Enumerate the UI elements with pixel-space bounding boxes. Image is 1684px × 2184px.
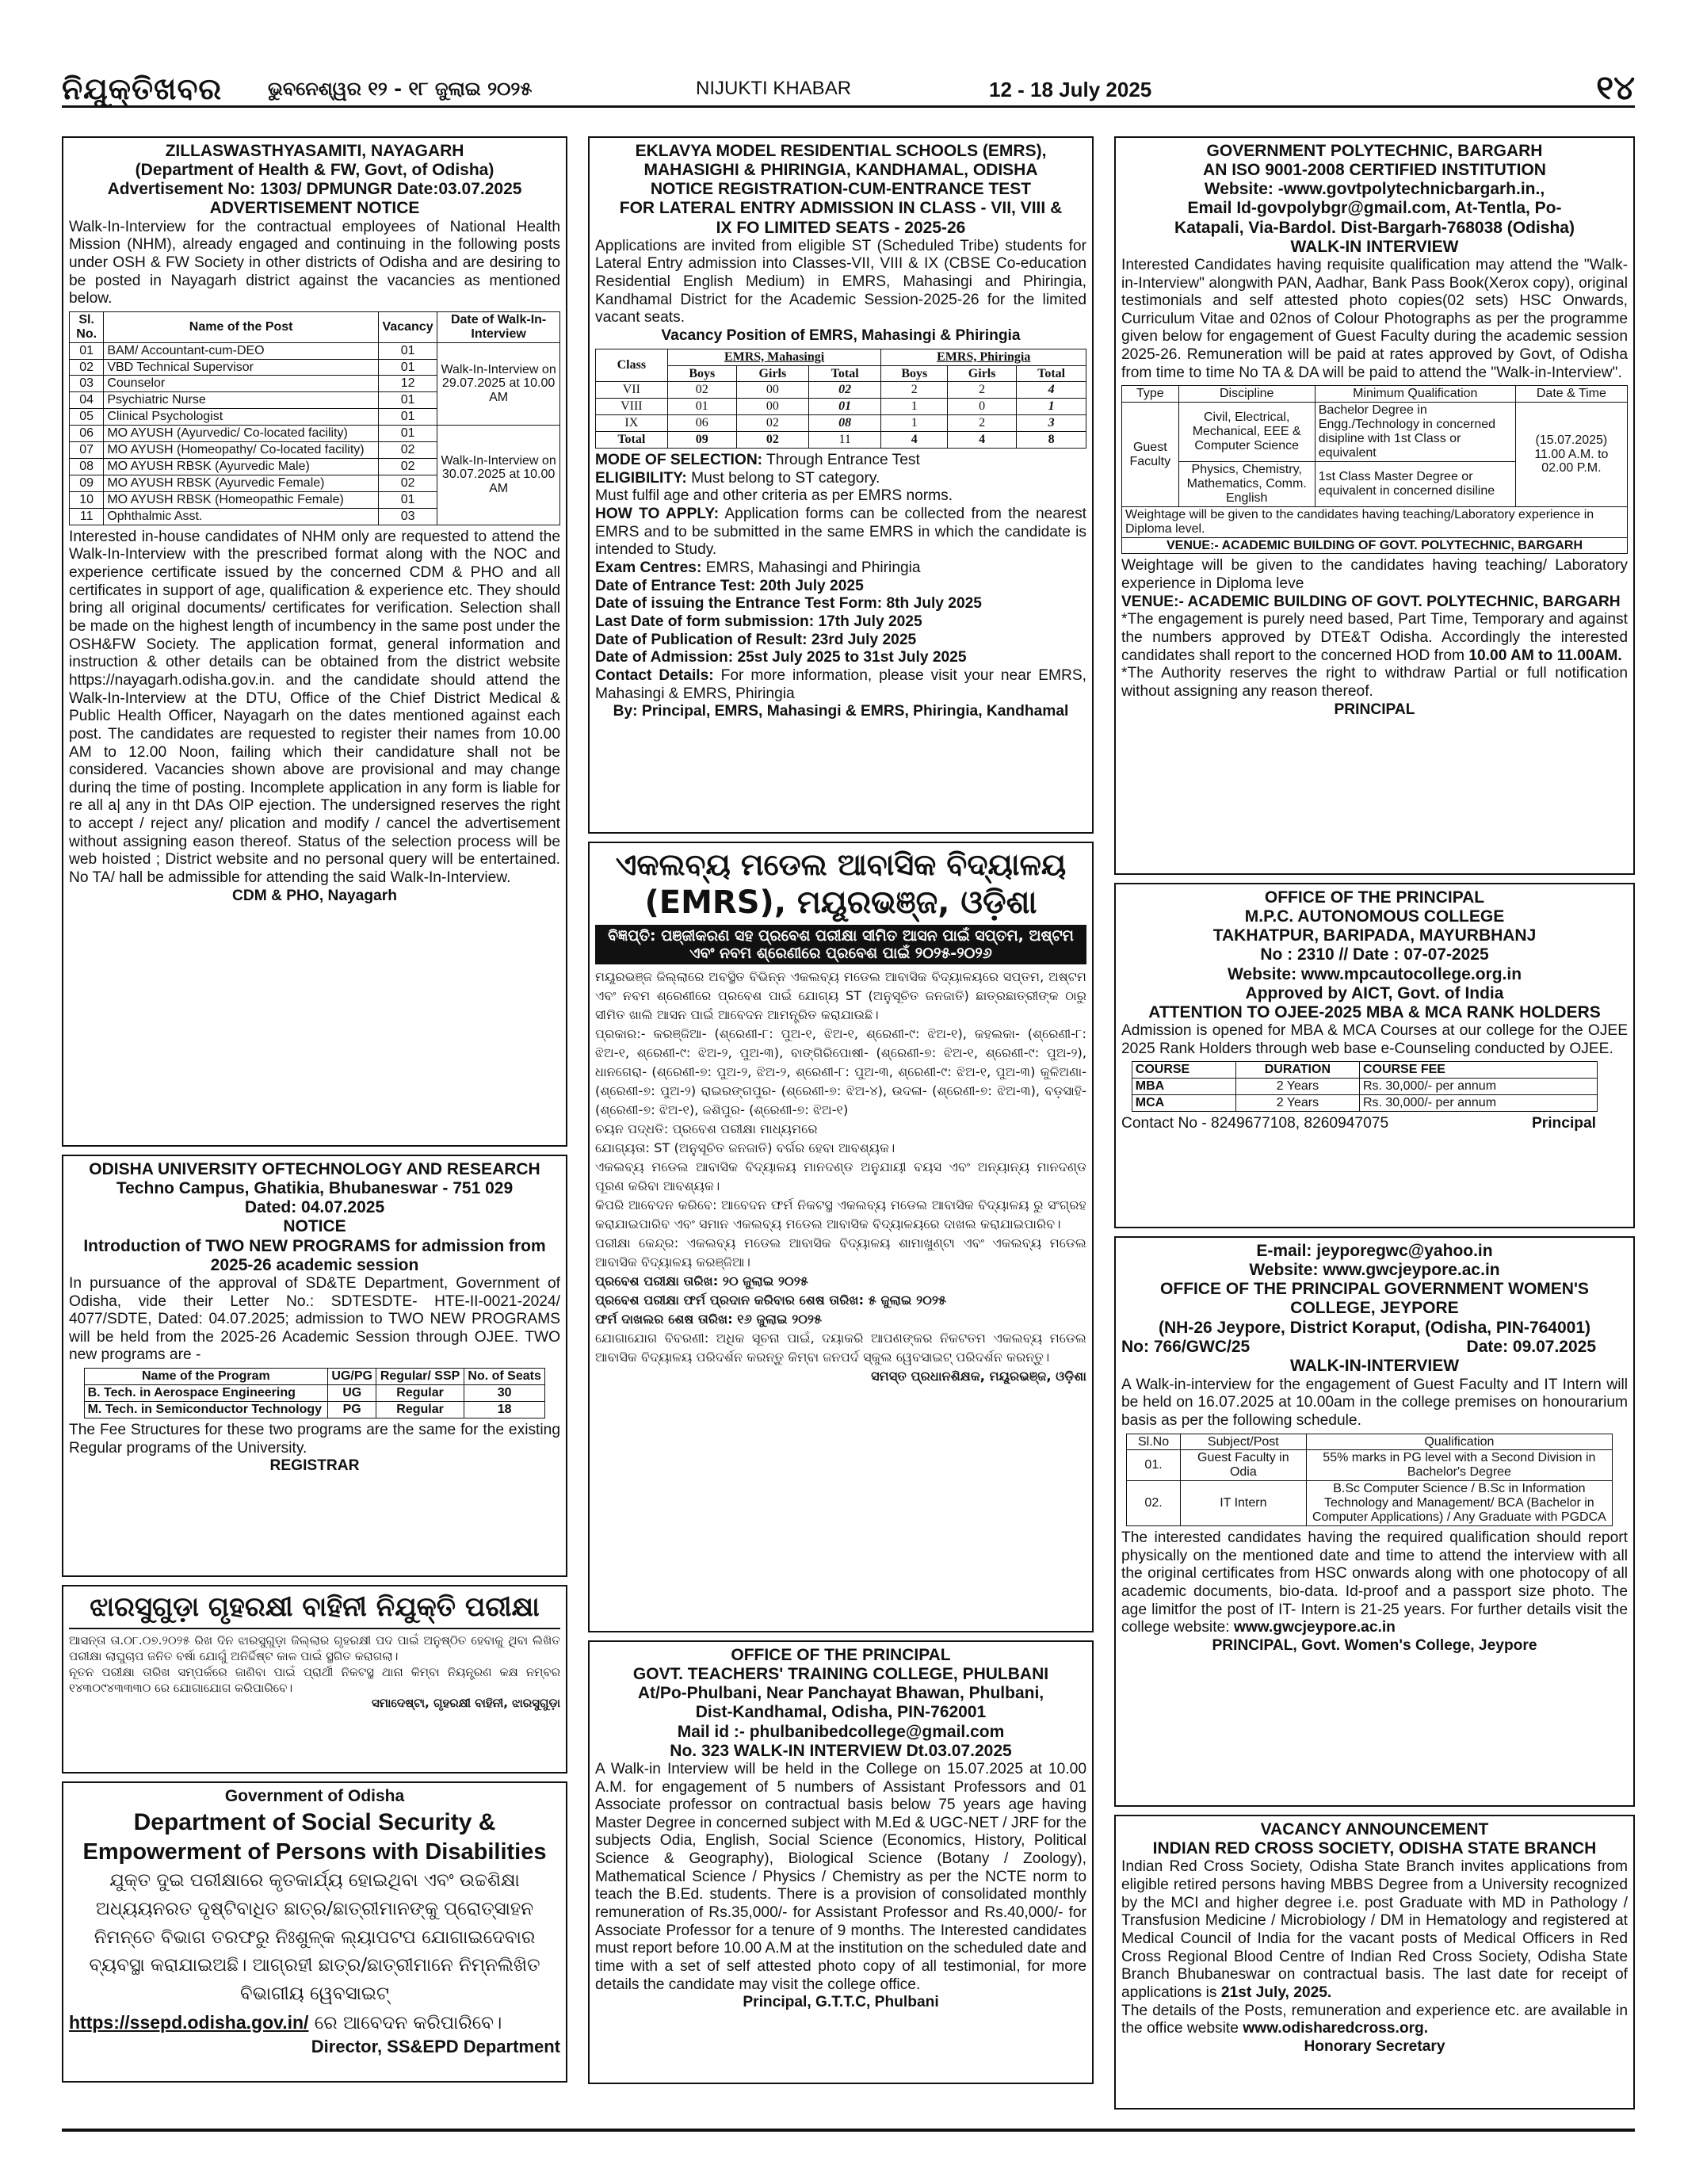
ad-body	[1121, 1858, 1628, 2002]
ad-signature: REGISTRAR	[269, 1457, 360, 1475]
english-paper-name: NIJUKTI KHABAR	[696, 78, 852, 99]
cell-date: Walk-In-Interview on 30.07.2025 at 10.00 AM	[437, 426, 560, 525]
cell: Counselor	[104, 376, 379, 392]
left-column	[62, 136, 567, 2090]
ad-para: ଏକଲବ୍ୟ ମଡେଲ ଆବାସିକ ବିଦ୍ୟାଳୟ ମାନଦଣ୍ଡ ଅନୁଯାୟୀ ବୟସ ଏବଂ ଅନ୍ୟାନ୍ୟ ମାନଦଣ୍ଡ ପୂରଣ କରିବା ଆବଶ୍ୟକ।	[595, 1159, 1086, 1194]
website-link[interactable]: www.odisharedcross.org.	[1243, 2020, 1429, 2037]
cell: 04	[70, 392, 104, 409]
ad-ref-number: No: 766/GWC/25	[1121, 1337, 1251, 1356]
ad-body: ଯୁକ୍ତ ଦୁଇ ପରୀକ୍ଷାରେ କୃତକାର୍ଯ୍ୟ ହୋଇଥିବା ଏବଂ ଉଚ୍ଚଶିକ୍ଷା ଅଧ୍ୟୟନରତ ଦୃଷ୍ଟିବାଧିତ ଛାତ୍ର/ଛାତ୍ରୀମାନଙ୍କୁ ପ୍ରୋତ୍ସାହନ ନିମନ୍ତେ ବିଭାଗ ତରଫରୁ ନିଃଶୁଳ୍କ ଲ୍ୟାପଟପ ଯୋଗାଇଦେବାର ବ୍ୟବସ୍ଥା କରାଯାଇଅଛି। ଆଗ୍ରହୀ ଛାତ୍ର/ଛାତ୍ରୀମାନେ ନିମ୍ନଲିଖିତ ବିଭାଗୀୟ ୱେବସାଇଟ୍	[89, 1870, 540, 2005]
label: Exam Centres:	[595, 559, 702, 577]
ad-body	[1121, 1529, 1628, 1637]
cell: MBA	[1132, 1079, 1235, 1095]
contact-numbers: Contact No - 8249677108, 8260947075	[1121, 1115, 1389, 1132]
ad-date-line: Date of Admission: 25st July 2025 to 31st July 2025	[595, 649, 967, 666]
ad-website: Website: www.mpcautocollege.org.in	[1227, 964, 1522, 983]
ad-signature: PRINCIPAL	[1334, 701, 1415, 718]
cell: IX	[596, 415, 668, 432]
ad-para: ଚୟନ ପଦ୍ଧତି: ପ୍ରବେଶ ପରୀକ୍ଷା ମାଧ୍ୟମରେ	[595, 1121, 818, 1137]
ad-heading: WALK-IN INTERVIEW	[1290, 237, 1459, 256]
ad-title: ଝାରସୁଗୁଡ଼ା ଗୃହରକ୍ଷୀ ବାହିନୀ ନିଯୁକ୍ତି ପରୀକ୍ଷା	[69, 1590, 560, 1629]
ad-headline: ATTENTION TO OJEE-2025 MBA & MCA RANK HOLDERS	[1148, 1002, 1601, 1021]
ad-para: ପ୍ରକାର:- କରଞ୍ଜିଆ- (ଶ୍ରେଣୀ-୮: ପୁଅ-୧, ଝିଅ-୧, ଶ୍ରେଣୀ-୯: ଝିଅ-୧), କହଲକା- (ଶ୍ରେଣୀ-୮: ଝିଅ-୧, ଶ୍ରେଣୀ-୯: ଝିଅ-୨, ପୁଅ-୩), ବାଙ୍ଗିରିପୋଷୀ- (ଶ୍ରେଣୀ-୭: ଝିଅ-୧, ଶ୍ରେଣୀ-୯: ପୁଅ-୨), ଧାନଗେରା- (ଶ୍ରେଣୀ-୭: ପୁଅ-୨, ଝିଅ-୨, ଶ୍ରେଣୀ-୮: ପୁଅ-୩, ଶ୍ରେଣୀ-୯: ଝିଅ-୧, ପୁଅ-୩) କୁଳିଅଣା- (ଶ୍ରେଣୀ-୭: ପୁଅ-୨) ରାଇରଙ୍ଗପୁର- (ଶ୍ରେଣୀ-୭: ଝିଅ-୪), ଉଦଳା- (ଶ୍ରେଣୀ-୭: ଝିଅ-୩), ବଡ଼ସାହି- (ଶ୍ରେଣୀ-୭: ଝିଅ-୧), ଜଶିପୁର- (ଶ୍ରେଣୀ-୭: ଝିଅ-୧)	[595, 1026, 1086, 1118]
cell: Psychiatric Nurse	[104, 392, 379, 409]
label: HOW TO APPLY:	[595, 506, 720, 523]
ad-footer: The Fee Structures for these two programs are the same for the existing Regular programs of the University.	[69, 1421, 560, 1457]
cell: 12	[378, 376, 437, 392]
cell: 2	[948, 415, 1017, 432]
cell: 11	[70, 508, 104, 525]
ad-body: In pursuance of the approval of SD&TE Department, Government of Odisha, vide their Letter No.: SDTESDTE- HTE-II-0021-2024/ 4077/SDTE, Dated: 04.07.2025; admission to TWO NEW PROGRAMS will be held from the 2025-26 Academic Session through OJEE. TWO new programs are -	[69, 1274, 560, 1364]
ad-subtitle: (Department of Health & FW, Govt, of Odisha)	[135, 161, 495, 180]
ad-outr	[62, 1155, 567, 1577]
cell: 09	[70, 475, 104, 491]
cell: 1	[881, 415, 948, 432]
value: The details of the Posts, remuneration and experience etc. are available in the office website	[1121, 2002, 1628, 2037]
cell: 2 Years	[1235, 1079, 1359, 1095]
page-number: ୧୪	[1596, 68, 1635, 107]
ad-intro: Applications are invited from eligible ST (Scheduled Tribe) students for Lateral Entry admission into Classes-VII, VIII & IX (CBSE Co-education Residential English Medium) in EMRS, Mahasingi and Phiringia, Kandhamal District for the Academic Session-2025-26 for the limited vacant seats.	[595, 237, 1086, 326]
cell: UG	[328, 1385, 376, 1402]
ad-signature: Director, SS&EPD Department	[311, 2037, 560, 2057]
cell: 06	[70, 426, 104, 442]
ad-para: ପରୀକ୍ଷା କେନ୍ଦ୍ର: ଏକଲବ୍ୟ ମଡେଲ ଆବାସିକ ବିଦ୍ୟାଳୟ ଶାମାଖୁଣ୍ଟା ଏବଂ ଏକଲବ୍ୟ ମଡେଲ ଆବାସିକ ବିଦ୍ୟାଳୟ କରଞ୍ଜିଆ।	[595, 1235, 1086, 1270]
ad-venue: VENUE:- ACADEMIC BUILDING OF GOVT. POLYTECHNIC, BARGARH	[1121, 593, 1621, 610]
table-row	[1132, 1095, 1597, 1112]
cell: 08	[70, 459, 104, 475]
cell: Guest Faculty in Odia	[1180, 1450, 1306, 1481]
cell: 03	[70, 376, 104, 392]
cell: MO AYUSH RBSK (Homeopathic Female)	[104, 491, 379, 508]
header: Girls	[736, 365, 808, 382]
cell: 09	[667, 432, 736, 449]
cell: MO AYUSH RBSK (Ayurvedic Male)	[104, 459, 379, 475]
newspaper-logo: ନିଯୁକ୍ତିଖବର	[62, 71, 223, 106]
header-class: Class	[596, 349, 668, 382]
ad-headline: Introduction of TWO NEW PROGRAMS for admission from 2025-26 academic session	[83, 1236, 546, 1274]
ad-banner: ବିଜ୍ଞପ୍ତି: ପଞ୍ଜୀକରଣ ସହ ପ୍ରବେଶ ପରୀକ୍ଷା ସୀମିତ ଆସନ ପାଇଁ ସପ୍ତମ, ଅଷ୍ଟମ ଏବଂ ନବମ ଶ୍ରେଣୀରେ ପ୍ରବେଶ ପାଇଁ ୨୦୨୫-୨୦୨୬	[595, 925, 1086, 965]
cell: 1	[881, 399, 948, 415]
cell: 01	[378, 359, 437, 376]
ad-line	[595, 667, 1086, 703]
cell: 2	[881, 382, 948, 399]
header: Sl.No	[1127, 1434, 1180, 1450]
cell: 01	[808, 399, 881, 415]
cell: 01	[378, 491, 437, 508]
cell: 02.	[1127, 1481, 1180, 1526]
cell: MO AYUSH (Homeopathy/ Co-located facility)	[104, 442, 379, 459]
ad-signature: Principal	[1531, 1115, 1596, 1132]
cell: 01.	[1127, 1450, 1180, 1481]
cell: 02	[736, 432, 808, 449]
header: Girls	[948, 365, 1017, 382]
cell: 00	[736, 399, 808, 415]
post-table	[1126, 1434, 1612, 1526]
ad-date-line: Date of Entrance Test: 20th July 2025	[595, 577, 864, 594]
program-table	[84, 1368, 546, 1418]
ad-title: Government of Odisha	[224, 1787, 405, 1805]
ad-address: Katapali, Via-Bardol. Dist-Bargarh-768038 (Odisha)	[1174, 218, 1575, 237]
ad-notice-heading: NOTICE	[283, 1217, 346, 1236]
cell: Guest Faculty	[1122, 403, 1179, 506]
emrs-vacancy-table	[595, 349, 1086, 449]
header: Total	[1017, 365, 1086, 382]
website-link[interactable]: www.gwcjeypore.ac.in	[1233, 1619, 1396, 1636]
header: COURSE	[1132, 1062, 1235, 1079]
ad-email: Email Id-govpolybgr@gmail.com, At-Tentla, Po-	[1187, 199, 1562, 218]
cell: 2 Years	[1235, 1095, 1359, 1112]
ad-address: (NH-26 Jeypore, District Koraput, (Odisha, PIN-764001)	[1159, 1318, 1590, 1337]
ad-body: Interested in-house candidates of NHM only are requested to attend the Walk-In-Interview with the prescribed format along with the NOC and experience certificate issued by the concerned CDM & PHO and all certificates in support of age, qualification & experience etc. They should bring all original documents/ certificates for verification. Selection shall be made on the highest length of incumbency in the same post under the OSH&FW Society. The application format, general information and instruction & other details can be obtained from the district website https://nayagarh.odisha.gov.in. and the candidate should attend the Walk-In-Interview at the DTU, Office of the Chief District Medical & Public Health Officer, Nayagarh on the dates mentioned against each post. The candidates are requested to register their names from 10.00 AM to 12.00 Noon, failing which their candidature shall not be considered. Vacancies shown above are provisional and may change durinq the time of posting. Incomplete application in any form is liable for re all a| any in tht DAs OlP ejection. The undersigned reserves the right to accept / reject any/ plication and modify / cancel the advertisement without assigning eason thereof. Status of the selection process will be web hoisted ; District website and no personal query will be entertained. No TA/ hall be admissible for attending the said Walk-In-Interview.	[69, 528, 560, 887]
cell: 01	[667, 399, 736, 415]
cell: Civil, Electrical, Mechanical, EEE & Computer Science	[1178, 403, 1315, 462]
cell: B. Tech. in Aerospace Engineering	[84, 1385, 328, 1402]
cell: MO AYUSH RBSK (Ayurvedic Female)	[104, 475, 379, 491]
ad-title: OFFICE OF THE PRINCIPAL	[1264, 888, 1485, 907]
ad-jharsuguda	[62, 1585, 567, 1774]
ad-email: E-mail: jeyporegwc@yahoo.in	[1256, 1242, 1493, 1260]
ad-date: Dated: 04.07.2025	[244, 1198, 385, 1217]
cell: Total	[596, 432, 668, 449]
cell: 01	[378, 426, 437, 442]
ad-line	[1121, 611, 1628, 665]
cell: 07	[70, 442, 104, 459]
cell: 55% marks in PG level with a Second Division in Bachelor's Degree	[1306, 1450, 1612, 1481]
cell: 3	[1017, 415, 1086, 432]
ad-subtitle: Department of Social Security &	[133, 1808, 496, 1835]
cell: Regular	[376, 1385, 464, 1402]
ad-date-line: Date of Publication of Result: 23rd July 2025	[595, 631, 917, 648]
cell: MCA	[1132, 1095, 1235, 1112]
cell: PG	[328, 1401, 376, 1418]
header: DURATION	[1235, 1062, 1359, 1079]
ad-body: ଆସନ୍ତା ତା.୦୮.୦୭.୨୦୨୫ ରିଖ ଦିନ ଝାରସୁଗୁଡ଼ା ଜିଲ୍ଲାର ଗୃହରକ୍ଷୀ ପଦ ପାଇଁ ଅନୁଷ୍ଠିତ ହେବାକୁ ଥିବା ଲିଖିତ ପରୀକ୍ଷା ଲାଘୁଚାପ ଜନିତ ବର୍ଷା ଯୋଗୁଁ ଅନିର୍ଦ୍ଦିଷ୍ଟ କାଳ ପାଇଁ ସ୍ଥଗିତ କରାଗଲା।	[69, 1632, 560, 1663]
ad-website: Website: www.gwcjeypore.ac.in	[1249, 1261, 1500, 1280]
value: The interested candidates having the required qualification should report physically on the mentioned date and time to attend the interview with all the original certificates from HSC onwards along with one photocopy of all academic documents, bio-data. Id-proof and a passport size photo. The age limitfor the post of IT- Intern is 21-25 years. For further details visit the college website:	[1121, 1529, 1628, 1636]
ad-title: OFFICE OF THE PRINCIPAL GOVERNMENT WOMEN'S COLLEGE, JEYPORE	[1160, 1280, 1589, 1318]
cell: 02	[378, 475, 437, 491]
right-column	[1114, 136, 1635, 2117]
ad-subtitle: Techno Campus, Ghatikia, Bhubaneswar - 751 029	[116, 1179, 514, 1198]
ad-ssepd	[62, 1781, 567, 2083]
header-seats: No. of Seats	[464, 1369, 545, 1385]
ad-date-line: Date of issuing the Entrance Test Form: 8th July 2025	[595, 595, 982, 613]
ad-nayagarh	[62, 136, 567, 1147]
ad-address: Dist-Kandhamal, Odisha, PIN-762001	[695, 1703, 987, 1722]
header: Qualification	[1306, 1434, 1612, 1450]
ad-heading: WALK-IN-INTERVIEW	[1289, 1357, 1460, 1376]
ad-line	[595, 559, 1086, 578]
ad-number: Advertisement No: 1303/ DPMUNGR Date:03.07.2025	[107, 180, 522, 199]
ad-body: Interested Candidates having requisite qualification may attend the "Walk-in-Interview" alongwith PAN, Aadhar, Bank Pass Book(Xerox copy), original testimonials and self attested photo copies(02 sets) HSC Onwards, Curriculum Vitae and 02nos of Colour Photographs as per the programme given below for engagement of Guest Faculty during the academic session 2025-26. Remuneration will be paid at rates approved by Govt, of Odisha from time to time No TA & DA will be paid to attend the "Walk-in-Interview".	[1121, 256, 1628, 381]
cell: IT Intern	[1180, 1481, 1306, 1526]
cell: 03	[378, 508, 437, 525]
header: Discipline	[1178, 386, 1315, 403]
ad-body: Admission is opened for MBA & MCA Courses at our college for the OJEE 2025 Rank Holders through web base e-Counseling conducted by OJEE.	[1121, 1021, 1628, 1057]
ad-signature: Honorary Secretary	[1304, 2037, 1445, 2055]
value: Application forms can be collected from the nearest EMRS and to be submitted in the same EMRS in which the candidate is intended to Study.	[595, 506, 1086, 559]
header-date: Date of Walk-In-Interview	[437, 311, 560, 342]
cell: Rs. 30,000/- per annum	[1359, 1095, 1597, 1112]
ad-line	[595, 452, 1086, 470]
ad-jeypore-womens-college	[1114, 1236, 1635, 1807]
ad-ref-line	[1121, 1338, 1628, 1357]
ad-para: ଯୋଗାଯୋଗ ବିବରଣୀ: ଅଧିକ ସୂଚନା ପାଇଁ, ଦୟାକରି ଆପଣଙ୍କର ନିକଟତମ ଏକଲବ୍ୟ ମଡେଲ ଆବାସିକ ବିଦ୍ୟାଳୟ ପରିଦର୍ଶନ କରନ୍ତୁ କିମ୍ବା ଜନପର୍ଦ ସ୍କୁଲ ୱେବସାଇଟ୍ ପରିଦର୍ଶନ କରନ୍ତୁ।	[595, 1330, 1086, 1365]
cell: 00	[736, 382, 808, 399]
ad-title: ଏକଲବ୍ୟ ମଡେଲ ଆବାସିକ ବିଦ୍ୟାଳୟ	[615, 847, 1067, 882]
table-row	[1122, 537, 1628, 554]
cell: (15.07.2025) 11.00 A.M. to 02.00 P.M.	[1515, 403, 1627, 506]
cell: Regular	[376, 1401, 464, 1418]
header: Total	[808, 365, 881, 382]
cell: VBD Technical Supervisor	[104, 359, 379, 376]
ad-address: At/Po-Phulbani, Near Panchayat Bhawan, Phulbani,	[637, 1684, 1044, 1703]
header: Subject/Post	[1180, 1434, 1306, 1450]
cell-date: Walk-In-Interview on 29.07.2025 at 10.00 AM	[437, 342, 560, 426]
table-title: Vacancy Position of EMRS, Mahasingi & Phiringia	[661, 326, 1021, 344]
ad-email: Mail id :- phulbanibedcollege@gmail.com	[677, 1722, 1005, 1741]
table-row	[1127, 1481, 1612, 1526]
header: COURSE FEE	[1359, 1062, 1597, 1079]
ad-para: କିପରି ଆବେଦନ କରିବେ: ଆବେଦନ ଫର୍ମ ନିକଟସ୍ଥ ଏକଲବ୍ୟ ମଡେଲ ଆବାସିକ ବିଦ୍ୟାଳୟ ରୁ ସଂଗ୍ରହ କରାଯାଇପାରିବ ଏବଂ ସମାନ ଏକଲବ୍ୟ ମଡେଲ ଆବାସିକ ବିଦ୍ୟାଳୟରେ ଦାଖଲ କରାଯାଇପାରିବ।	[595, 1197, 1086, 1231]
ad-body: A Walk-in Interview will be held in the College on 15.07.2025 at 10.00 A.M. for engagement of 5 numbers of Assistant Professors and 01 Associate professor on contractual basis below 75 years age having Master Degree in concerned subject with M.Ed & UGC-NET / JRF for the subjects Odia, English, Social Science (Economics, History, Political Science & Geography), Biological Science (Botany / Zoology), Mathematical Science / Physics / Chemistry as per the NCTE norm to teach the B.Ed. students. There is a provision of consolidated monthly remuneration of Rs.35,000/- for Assistant Professor and Rs.40,000/- for Associate Professor for a tenure of 9 months. The Interested candidates must report before 10.00 A.M at the institution on the scheduled date and time with a set of self attested photo copy of all testimonial, for more details the candidate may visit the college office.	[595, 1760, 1086, 1993]
ad-approval: Approved by AICT, Govt. of India	[1245, 983, 1504, 1002]
header-vacancy: Vacancy	[378, 311, 437, 342]
masthead	[62, 68, 1635, 108]
ad-contact	[1121, 1115, 1628, 1133]
header: Date & Time	[1515, 386, 1627, 403]
cell: 02	[378, 442, 437, 459]
ad-subtitle: INDIAN RED CROSS SOCIETY, ODISHA STATE BRANCH	[1152, 1839, 1597, 1858]
ad-emrs-kandhamal	[588, 136, 1094, 834]
ad-intro: Walk-In-Interview for the contractual employees of National Health Mission (NHM), already engaged and continuing in the following posts under OSH & FW Society in other districts of Odisha and are desiring to be posted in Nayagarh district against the vacancies as mentioned below.	[69, 218, 560, 307]
label: Contact Details:	[595, 666, 714, 684]
cell: 10	[70, 491, 104, 508]
cell: Bachelor Degree in Engg./Technology in concerned disipline with 1st Class or equivalent	[1315, 403, 1515, 462]
ad-signature: Principal, G.T.T.C, Phulbani	[743, 1994, 939, 2011]
cell: Rs. 30,000/- per annum	[1359, 1079, 1597, 1095]
cell: 4	[881, 432, 948, 449]
cell: Ophthalmic Asst.	[104, 508, 379, 525]
cell: 01	[378, 342, 437, 359]
ad-date-line: Last Date of form submission: 17th July 2025	[595, 613, 922, 630]
cell: BAM/ Accountant-cum-DEO	[104, 342, 379, 359]
ad-signature: By: Principal, EMRS, Mahasingi & EMRS, Phiringia, Kandhamal	[613, 703, 1069, 720]
table-row	[596, 382, 1086, 399]
table-row-total	[596, 432, 1086, 449]
ad-signature: CDM & PHO, Nayagarh	[232, 887, 397, 904]
value: For more information, please visit your near EMRS, Mahasingi & EMRS, Phiringia	[595, 666, 1086, 702]
ad-address: TAKHATPUR, BARIPADA, MAYURBHANJ	[1212, 926, 1537, 945]
value: Indian Red Cross Society, Odisha State Branch invites applications from eligible retired persons having MBBS Degree from a University recognized by the MCI and higher degree i.e. post Graduate with MD in Pathology / Transfusion Medicine / Microbiology / DM in Hematology and registered at Medical Council of India for the vacant posts of Medical Officers in Red Cross Regional Blood Centre of Indian Red Cross Society, Odisha State Branch Bhubaneswar on contractual basis. The last date for receipt of applications is	[1121, 1858, 1628, 2001]
ad-para: ଯୋଗ୍ୟତା: ST (ଅନୁସୂଚିତ ଜନଜାତି) ବର୍ଗର ହେବା ଆବଶ୍ୟକ।	[595, 1140, 895, 1156]
header-level: UG/PG	[328, 1369, 376, 1385]
ad-title: EKLAVYA MODEL RESIDENTIAL SCHOOLS (EMRS),	[635, 142, 1047, 160]
ad-title: (EMRS), ମୟୂରଭଞ୍ଜ, ଓଡ଼ିଶା	[644, 884, 1037, 921]
ad-title: M.P.C. AUTONOMOUS COLLEGE	[1244, 907, 1505, 926]
ad-title: MAHASIGHI & PHIRINGIA, KANDHAMAL, ODISHA	[643, 161, 1038, 180]
table-row	[70, 342, 560, 359]
header-sl: Sl. No.	[70, 311, 104, 342]
table-row	[1122, 506, 1628, 537]
cell: 08	[808, 415, 881, 432]
ad-title: ZILLASWASTHYASAMITI, NAYAGARH	[165, 142, 464, 160]
ad-title: GOVERNMENT POLYTECHNIC, BARGARH	[1206, 142, 1543, 160]
ad-bargarh-polytechnic	[1114, 136, 1635, 875]
table-row	[84, 1385, 545, 1402]
header-mode: Regular/ SSP	[376, 1369, 464, 1385]
value: 21st July, 2025.	[1220, 1984, 1332, 2001]
cell: 06	[667, 415, 736, 432]
ad-signature: PRINCIPAL, Govt. Women's College, Jeypore	[1212, 1636, 1537, 1654]
header-group-mahasingi: EMRS, Mahasingi	[667, 349, 881, 365]
ad-line: Must fulfil age and other criteria as per EMRS norms.	[595, 487, 953, 505]
ad-red-cross	[1114, 1815, 1635, 2110]
cell: 02	[667, 382, 736, 399]
vacancy-table	[69, 311, 560, 525]
ad-para: ପ୍ରବେଶ ପରୀକ୍ଷା ତାରିଖ: ୨୦ ଜୁଲାଇ ୨୦୨୫	[595, 1273, 808, 1289]
cell: 11	[808, 432, 881, 449]
cell: 05	[70, 409, 104, 426]
table-row	[1127, 1450, 1612, 1481]
ad-date: Date: 09.07.2025	[1466, 1337, 1596, 1356]
ad-signature: ସମସ୍ତ ପ୍ରଧାନଶିକ୍ଷକ, ମୟୂରଭଞ୍ଜ, ଓଡ଼ିଶା	[871, 1368, 1086, 1384]
ad-title: FOR LATERAL ENTRY ADMISSION IN CLASS - VII, VIII &	[619, 199, 1063, 218]
cell: 02	[70, 359, 104, 376]
ad-title: NOTICE REGISTRATION-CUM-ENTRANCE TEST	[650, 180, 1032, 199]
interview-table	[1121, 385, 1628, 554]
ad-title: IX FO LIMITED SEATS - 2025-26	[716, 218, 966, 237]
website-link[interactable]: https://ssepd.odisha.gov.in/	[69, 2011, 309, 2033]
cell: 2	[948, 382, 1017, 399]
cell: 0	[948, 399, 1017, 415]
cell: 02	[378, 459, 437, 475]
ad-para: ପ୍ରବେଶ ପରୀକ୍ଷା ଫର୍ମ ପ୍ରଦାନ କରିବାର ଶେଷ ତାରିଖ: ୫ ଜୁଲାଇ ୨୦୨୫	[595, 1292, 947, 1308]
ad-subtitle: Empowerment of Persons with Disabilities	[82, 1838, 547, 1865]
cell: 4	[948, 432, 1017, 449]
value: EMRS, Mahasingi and Phiringia	[701, 559, 921, 577]
odia-issue-date: ଭୁବନେଶ୍ୱର ୧୨ - ୧୮ ଜୁଲାଇ ୨୦୨୫	[268, 78, 533, 100]
table-row	[84, 1401, 545, 1418]
header: Boys	[667, 365, 736, 382]
cell: VII	[596, 382, 668, 399]
cell: 02	[808, 382, 881, 399]
ad-website: Website: -www.govtpolytechnicbargarh.in.,	[1204, 180, 1545, 199]
ad-body: ନୂତନ ପରୀକ୍ଷା ତାରିଖ ସମ୍ପର୍କରେ ଜାଣିବା ପାଇଁ ପ୍ରାର୍ଥୀ ନିକଟସ୍ଥ ଥାନା କିମ୍ବା ନିୟନ୍ତ୍ରଣ କକ୍ଷ ନମ୍ବର ୧୪୩୦୯୪୩୩୩୦ ରେ ଯୋଗାଯୋଗ କରିପାରିବେ।	[69, 1665, 560, 1696]
label: MODE OF SELECTION:	[595, 452, 763, 469]
header-post: Name of the Post	[104, 311, 379, 342]
table-row	[596, 415, 1086, 432]
ad-line: *The Authority reserves the right to withdraw Partial or full notification without assigning any reason thereof.	[1121, 665, 1628, 700]
ad-line	[595, 506, 1086, 559]
ad-signature: ସମାଦେଷ୍ଟା, ଗୃହରକ୍ଷୀ ବାହିନୀ, ଝାରସୁଗୁଡ଼ା	[371, 1695, 560, 1710]
header: Boys	[881, 365, 948, 382]
value: Must belong to ST category.	[686, 469, 880, 487]
ad-body	[1121, 2003, 1628, 2038]
cell: Weightage will be given to the candidates having teaching/Laboratory experience in Diploma level.	[1122, 506, 1628, 537]
ad-gttc-phulbani	[588, 1640, 1094, 2084]
table-row	[1122, 403, 1628, 462]
cell: 18	[464, 1401, 545, 1418]
cell: 02	[736, 415, 808, 432]
header-program: Name of the Program	[84, 1369, 328, 1385]
value: Through Entrance Test	[762, 452, 920, 469]
ad-line: Weightage will be given to the candidates having teaching/ Laboratory experience in Diploma leve	[1121, 557, 1628, 593]
ad-ref-number: No : 2310 // Date : 07-07-2025	[1260, 945, 1489, 964]
cell: 01	[70, 342, 104, 359]
course-table	[1132, 1061, 1598, 1112]
cell: VENUE:- ACADEMIC BUILDING OF GOVT. POLYTECHNIC, BARGARH	[1122, 537, 1628, 554]
table-row	[70, 426, 560, 442]
value: *The engagement is purely need based, Part Time, Temporary and against the numbers approved by DTE&T Odisha. Accordingly the interested candidates shall report to the concerned HOD from	[1121, 611, 1628, 664]
ad-ref-number: No. 323 WALK-IN INTERVIEW Dt.03.07.2025	[670, 1741, 1012, 1760]
ad-title: GOVT. TEACHERS' TRAINING COLLEGE, PHULBANI	[632, 1665, 1049, 1684]
cell: 8	[1017, 432, 1086, 449]
header: Type	[1122, 386, 1179, 403]
cell: 4	[1017, 382, 1086, 399]
bottom-rule	[62, 2129, 1635, 2132]
ad-body: A Walk-in-interview for the engagement of Guest Faculty and IT Intern will be held on 16.07.2025 at 10.00am in the college premises on honourarium basis as per the following schedule.	[1121, 1376, 1628, 1429]
label: ELIGIBILITY:	[595, 469, 687, 487]
cell: Clinical Psychologist	[104, 409, 379, 426]
ad-notice-heading: ADVERTISEMENT NOTICE	[209, 199, 420, 218]
table-row	[1132, 1079, 1597, 1095]
cell: VIII	[596, 399, 668, 415]
cell: M. Tech. in Semiconductor Technology	[84, 1401, 328, 1418]
cell: 1st Class Master Degree or equivalent in concerned disiline	[1315, 461, 1515, 506]
ad-title: OFFICE OF THE PRINCIPAL	[731, 1646, 951, 1664]
ad-mpc-college	[1114, 883, 1635, 1228]
cell: 1	[1017, 399, 1086, 415]
ad-line	[595, 470, 1086, 488]
ad-body: ରେ ଆବେଦନ କରିପାରିବେ।	[308, 2012, 502, 2033]
header-group-phiringia: EMRS, Phiringia	[881, 349, 1086, 365]
table-row	[596, 399, 1086, 415]
cell: B.Sc Computer Science / B.Sc in Information Technology and Management/ BCA (Bachelor in Computer Applications) / Any Graduate with PGDCA	[1306, 1481, 1612, 1526]
cell: 01	[378, 409, 437, 426]
cell: 30	[464, 1385, 545, 1402]
cell: Physics, Chemistry, Mathematics, Comm. English	[1178, 461, 1315, 506]
ad-para: ଫର୍ମ ଦାଖଲର ଶେଷ ତାରିଖ: ୧୬ ଜୁଲାଇ ୨୦୨୫	[595, 1311, 823, 1327]
ad-para: ମୟୂରଭଞ୍ଜ ଜିଲ୍ଲାରେ ଅବସ୍ଥିତ ବିଭିନ୍ନ ଏକଲବ୍ୟ ମଡେଲ ଆବାସିକ ବିଦ୍ୟାଳୟରେ ସପ୍ତମ, ଅଷ୍ଟମ ଏବଂ ନବମ ଶ୍ରେଣୀରେ ପ୍ରବେଶ ପାଇଁ ଯୋଗ୍ୟ ST (ଅନୁସୂଚିତ ଜନଜାତି) ଛାତ୍ରଛାତ୍ରୀଙ୍କ ଠାରୁ ସୀମିତ ଖାଲି ଆସନ ପାଇଁ ଆବେଦନ ଆମନ୍ତ୍ରିତ କରାଯାଉଛି।	[595, 969, 1086, 1023]
ad-title: VACANCY ANNOUNCEMENT	[1260, 1820, 1489, 1838]
header: Minimum Qualification	[1315, 386, 1515, 403]
ad-subtitle: AN ISO 9001-2008 CERTIFIED INSTITUTION	[1203, 161, 1546, 180]
english-issue-date: 12 - 18 July 2025	[989, 78, 1152, 101]
value: 10.00 AM to 11.00AM.	[1468, 647, 1622, 664]
ad-title: ODISHA UNIVERSITY OFTECHNOLOGY AND RESEARCH	[89, 1160, 540, 1178]
ad-emrs-mayurbhanj	[588, 842, 1094, 1632]
cell: 01	[378, 392, 437, 409]
cell: MO AYUSH (Ayurvedic/ Co-located facility)	[104, 426, 379, 442]
middle-column	[588, 136, 1094, 2092]
